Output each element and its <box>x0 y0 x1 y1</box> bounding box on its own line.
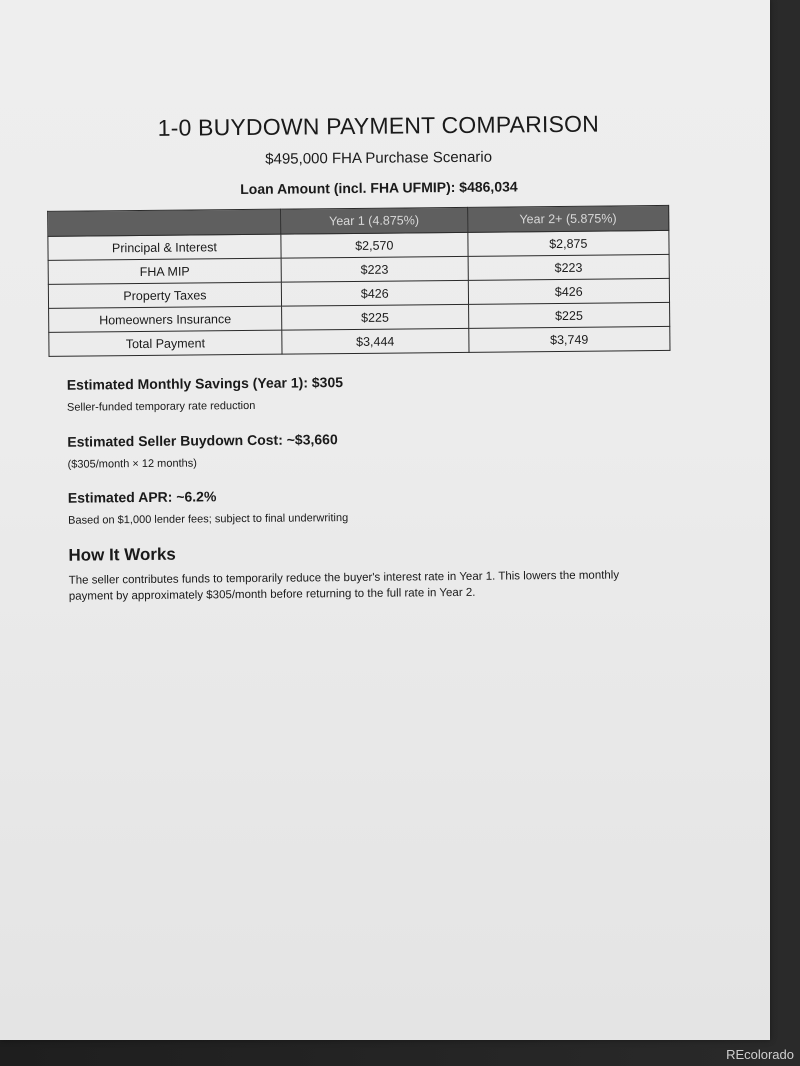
table-cell: $225 <box>468 302 670 328</box>
seller-cost-note: ($305/month × 12 months) <box>67 457 197 471</box>
payment-comparison-table <box>47 205 670 357</box>
table-cell: $3,749 <box>468 326 670 352</box>
table-cell: Property Taxes <box>48 282 281 308</box>
table-cell: Principal & Interest <box>48 234 281 260</box>
savings-heading: Estimated Monthly Savings (Year 1): $305 <box>66 374 344 393</box>
table-cell: $426 <box>468 278 670 304</box>
watermark: REcolorado <box>726 1047 794 1062</box>
how-it-works-heading: How It Works <box>68 544 176 565</box>
how-it-works-body: The seller contributes funds to temporarily reduce the buyer's interest rate in Year 1. This lowers the monthly payment by approximately $305/month before returning to the full rate in Year 2. <box>68 569 620 603</box>
apr-note: Based on $1,000 lender fees; subject to final underwriting <box>68 512 349 527</box>
table-header-cell <box>48 209 281 236</box>
document-subtitle: $495,000 FHA Purchase Scenario <box>265 148 493 168</box>
table-cell: Homeowners Insurance <box>49 306 282 332</box>
loan-amount: Loan Amount (incl. FHA UFMIP): $486,034 <box>240 178 518 198</box>
apr-heading: Estimated APR: ~6.2% <box>67 488 217 506</box>
table-header-cell: Year 2+ (5.875%) <box>467 205 669 232</box>
table-cell: $225 <box>282 304 469 330</box>
table-cell: $2,875 <box>467 230 669 256</box>
table-row <box>49 326 670 356</box>
savings-note: Seller-funded temporary rate reduction <box>66 399 256 414</box>
table-cell: FHA MIP <box>48 258 281 284</box>
seller-cost-heading: Estimated Seller Buydown Cost: ~$3,660 <box>67 431 338 450</box>
table-cell: Total Payment <box>49 330 282 356</box>
table-cell: $2,570 <box>281 232 468 258</box>
table-header-cell: Year 1 (4.875%) <box>281 207 468 234</box>
table-cell: $223 <box>281 256 468 282</box>
table-cell: $426 <box>281 280 468 306</box>
document-title: 1-0 BUYDOWN PAYMENT COMPARISON <box>157 110 600 141</box>
table-cell: $3,444 <box>282 328 469 354</box>
table-cell: $223 <box>468 254 670 280</box>
